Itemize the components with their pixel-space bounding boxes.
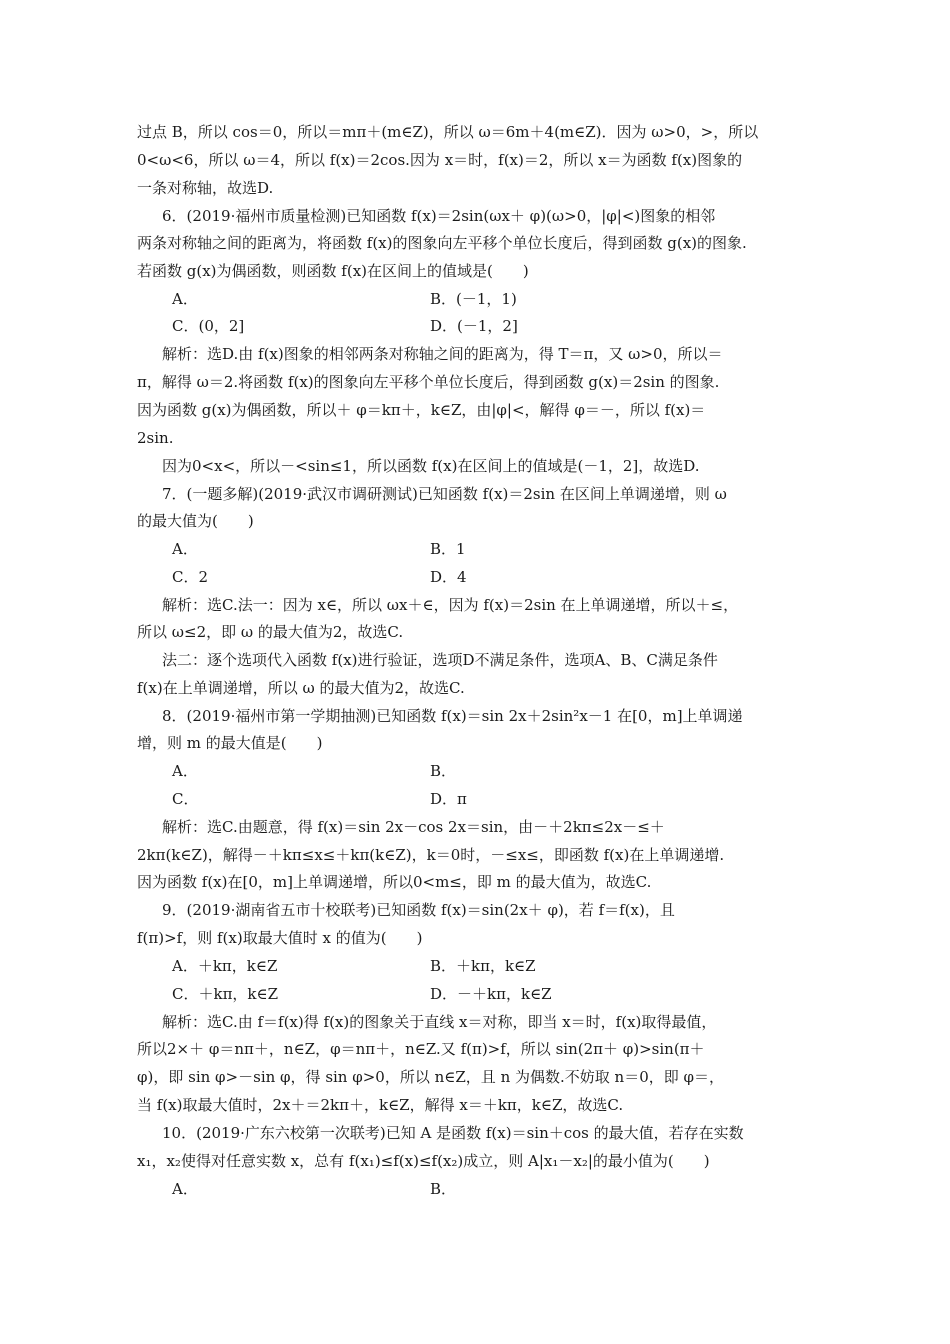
option-c: C． bbox=[172, 790, 199, 808]
text-line: 法二：逐个选项代入函数 f(x)进行验证，选项D不满足条件，选项A、B、C满足条件 bbox=[162, 651, 718, 669]
option-a: A． bbox=[172, 540, 198, 558]
solution-line: 解析：选C.法一：因为 x∈，所以 ωx＋∈，因为 f(x)＝2sin 在上单调递增，所以＋≤， bbox=[162, 596, 739, 614]
question-6-stem: 6．(2019·福州市质量检测)已知函数 f(x)＝2sin(ωx＋ φ)(ω>0，|φ|<)图象的相邻 bbox=[162, 207, 716, 225]
question-9-stem: 9．(2019·湖南省五市十校联考)已知函数 f(x)＝sin(2x＋ φ)，若 f＝f(x)，且 bbox=[162, 901, 675, 919]
text-line: f(x)在上单调递增，所以 ω 的最大值为2，故选C. bbox=[137, 679, 465, 697]
option-d: D．π bbox=[430, 790, 467, 808]
option-c: C．2 bbox=[172, 568, 209, 586]
option-b: B． bbox=[430, 762, 457, 780]
option-d: D．4 bbox=[430, 568, 467, 586]
text-line: 因为函数 f(x)在[0，m]上单调递增，所以0<m≤，即 m 的最大值为，故选C. bbox=[137, 873, 652, 891]
text-line: 一条对称轴，故选D. bbox=[137, 179, 274, 197]
text-line: 因为函数 g(x)为偶函数，所以＋ φ＝kπ＋，k∈Z，由|φ|<，解得 φ＝－，所以 f(x)＝ bbox=[137, 401, 706, 419]
text-line: f(π)>f，则 f(x)取最大值时 x 的值为( ) bbox=[137, 929, 423, 947]
option-c: C．＋kπ，k∈Z bbox=[172, 985, 279, 1003]
option-a: A． bbox=[172, 762, 198, 780]
text-line: φ)，即 sin φ>－sin φ，得 sin φ>0，所以 n∈Z，且 n 为偶数.不妨取 n＝0，即 φ＝， bbox=[137, 1068, 725, 1086]
option-c: C．(0，2] bbox=[172, 317, 245, 335]
text-line: 2sin. bbox=[137, 429, 174, 447]
option-a: A． bbox=[172, 1180, 198, 1198]
option-a: A． bbox=[172, 290, 198, 308]
text-line: 0<ω<6，所以 ω＝4，所以 f(x)＝2cos.因为 x＝时，f(x)＝2，所以 x＝为函数 f(x)图象的 bbox=[137, 151, 743, 169]
option-b: B．＋kπ，k∈Z bbox=[430, 957, 536, 975]
text-line: 增，则 m 的最大值是( ) bbox=[137, 734, 323, 752]
text-line: 因为0<x<，所以－<sin≤1，所以函数 f(x)在区间上的值域是(－1，2]，故选D. bbox=[162, 457, 700, 475]
text-line: 过点 B，所以 cos＝0，所以＝mπ＋(m∈Z)，所以 ω＝6m＋4(m∈Z)．因为 ω>0，>，所以 bbox=[137, 123, 759, 141]
text-line: x₁，x₂使得对任意实数 x，总有 f(x₁)≤f(x)≤f(x₂)成立，则 A|x₁－x₂|的最小值为( ) bbox=[137, 1152, 710, 1170]
question-7-stem: 7．(一题多解)(2019·武汉市调研测试)已知函数 f(x)＝2sin 在区间上单调递增，则 ω bbox=[162, 485, 727, 503]
option-a: A．＋kπ，k∈Z bbox=[172, 957, 278, 975]
text-line: 所以 ω≤2，即 ω 的最大值为2，故选C. bbox=[137, 623, 404, 641]
option-d: D．－＋kπ，k∈Z bbox=[430, 985, 552, 1003]
option-b: B．(－1，1) bbox=[430, 290, 517, 308]
option-d: D．(－1，2] bbox=[430, 317, 518, 335]
option-b: B． bbox=[430, 1180, 457, 1198]
text-line: 当 f(x)取最大值时，2x＋＝2kπ＋，k∈Z，解得 x＝＋kπ，k∈Z，故选C. bbox=[137, 1096, 624, 1114]
solution-line: 解析：选C.由 f＝f(x)得 f(x)的图象关于直线 x＝对称，即当 x＝时，f(x)取得最值， bbox=[162, 1013, 717, 1031]
question-10-stem: 10．(2019·广东六校第一次联考)已知 A 是函数 f(x)＝sin＋cos 的最大值，若存在实数 bbox=[162, 1124, 744, 1142]
question-8-stem: 8．(2019·福州市第一学期抽测)已知函数 f(x)＝sin 2x＋2sin²x－1 在[0，m]上单调递 bbox=[162, 707, 743, 725]
option-b: B．1 bbox=[430, 540, 466, 558]
text-line: 2kπ(k∈Z)，解得－＋kπ≤x≤＋kπ(k∈Z)，k＝0时，－≤x≤，即函数 f(x)在上单调递增. bbox=[137, 846, 725, 864]
text-line: 所以2×＋ φ＝nπ＋，n∈Z，φ＝nπ＋，n∈Z.又 f(π)>f，所以 sin(2π＋ φ)>sin(π＋ bbox=[137, 1040, 705, 1058]
text-line: 的最大值为( ) bbox=[137, 512, 254, 530]
text-line: 两条对称轴之间的距离为，将函数 f(x)的图象向左平移个单位长度后，得到函数 g(x)的图象. bbox=[137, 234, 747, 252]
text-line: π，解得 ω＝2.将函数 f(x)的图象向左平移个单位长度后，得到函数 g(x)＝2sin 的图象. bbox=[137, 373, 720, 391]
solution-line: 解析：选D.由 f(x)图象的相邻两条对称轴之间的距离为，得 T＝π，又 ω>0，所以＝ bbox=[162, 345, 723, 363]
text-line: 若函数 g(x)为偶函数，则函数 f(x)在区间上的值域是( ) bbox=[137, 262, 529, 280]
solution-line: 解析：选C.由题意，得 f(x)＝sin 2x－cos 2x＝sin，由－＋2kπ≤2x－≤＋ bbox=[162, 818, 665, 836]
